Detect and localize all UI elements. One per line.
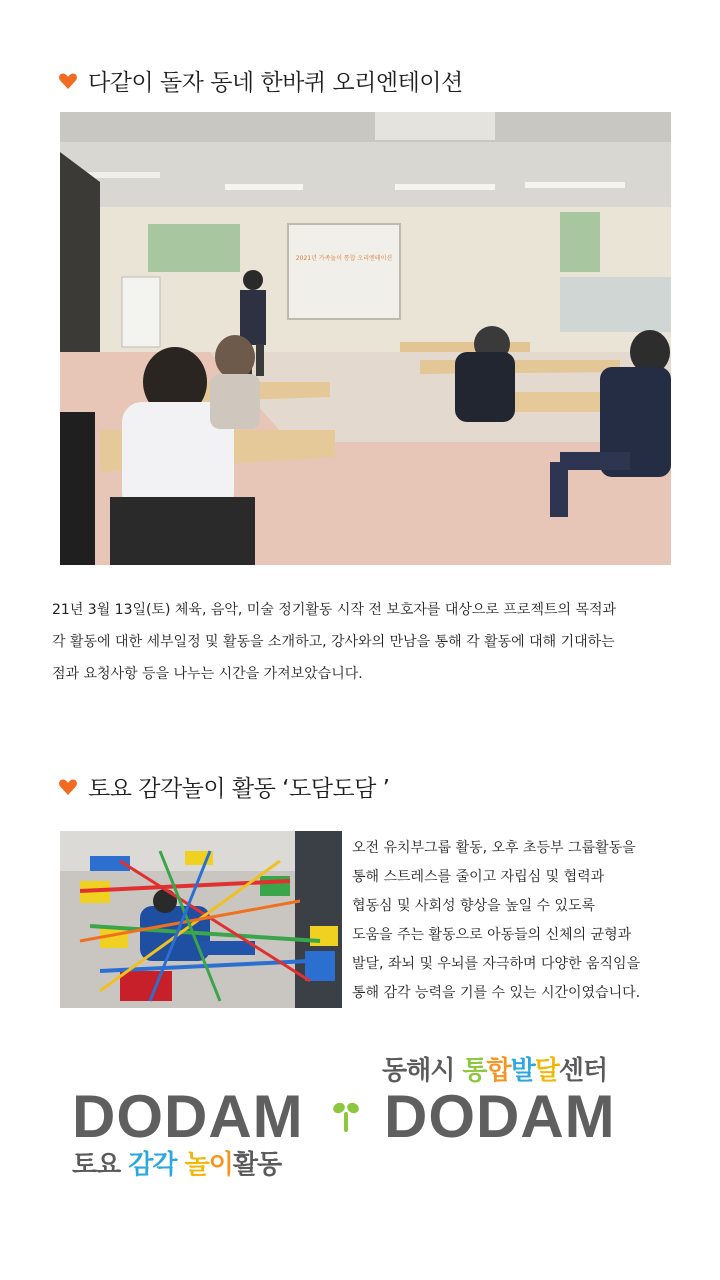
- section-title-dodam: [58, 770, 389, 803]
- sensory-play-photo: [60, 831, 342, 1008]
- paragraph-line: 오전 유치부그룹 활동, 오후 초등부 그룹활동을: [352, 840, 636, 856]
- logo-word-right: DODAM: [384, 1083, 616, 1150]
- paragraph-line: 도움을 주는 활동으로 아동들의 신체의 균형과: [352, 927, 632, 943]
- paragraph-line: 통해 감각 능력을 기를 수 있는 시간이였습니다.: [352, 985, 641, 1001]
- heart-icon: [58, 71, 78, 91]
- paragraph-line: 통해 스트레스를 줄이고 자립심 및 협력과: [352, 869, 605, 885]
- paragraph-line: 21년 3월 13일(토) 체육, 음악, 미술 정기활동 시작 전 보호자를 대상으로 프로젝트의 목적과: [52, 602, 617, 618]
- orientation-description: [52, 594, 616, 690]
- center-name-part: 센터: [558, 1056, 608, 1086]
- center-name-part: 동해시: [382, 1056, 463, 1086]
- program-name-part: 토요: [72, 1150, 129, 1180]
- program-name-part: 이: [208, 1150, 233, 1180]
- paragraph-line: 점과 요청사항 등을 나누는 시간을 가져보았습니다.: [52, 666, 363, 682]
- center-name-part: 발: [510, 1056, 535, 1086]
- orientation-photo: [60, 112, 671, 565]
- section-title-orientation: [58, 64, 463, 97]
- slide-text: 2021년 가족놀이 통합 오리엔테이션: [295, 255, 393, 262]
- program-name-logo: [72, 1144, 281, 1181]
- program-name-part: 활동: [232, 1150, 282, 1180]
- paragraph-line: 각 활동에 대한 세부일정 및 활동을 소개하고, 강사와의 만남을 통해 각 활동에 대해 기대하는: [52, 634, 615, 650]
- center-name-part: 합: [486, 1056, 511, 1086]
- paragraph-line: 발달, 좌뇌 및 우뇌를 자극하며 다양한 움직임을: [352, 956, 641, 972]
- program-name-part: 놀: [184, 1150, 209, 1180]
- center-name-part: 통: [462, 1056, 487, 1086]
- logo-word-left: DODAM: [72, 1083, 304, 1150]
- section-title-text: 토요 감각놀이 활동 ‘도담도담 ’: [88, 776, 390, 802]
- dodam-description: [352, 834, 640, 1008]
- heart-icon: [58, 777, 78, 797]
- center-name-part: 달: [534, 1056, 559, 1086]
- sprout-icon: [333, 1098, 359, 1134]
- section-title-text: 다같이 돌자 동네 한바퀴 오리엔테이션: [88, 70, 463, 96]
- program-name-part: 감각: [128, 1150, 177, 1180]
- paragraph-line: 협동심 및 사회성 향상을 높일 수 있도록: [352, 898, 596, 914]
- program-name-part: [177, 1150, 185, 1180]
